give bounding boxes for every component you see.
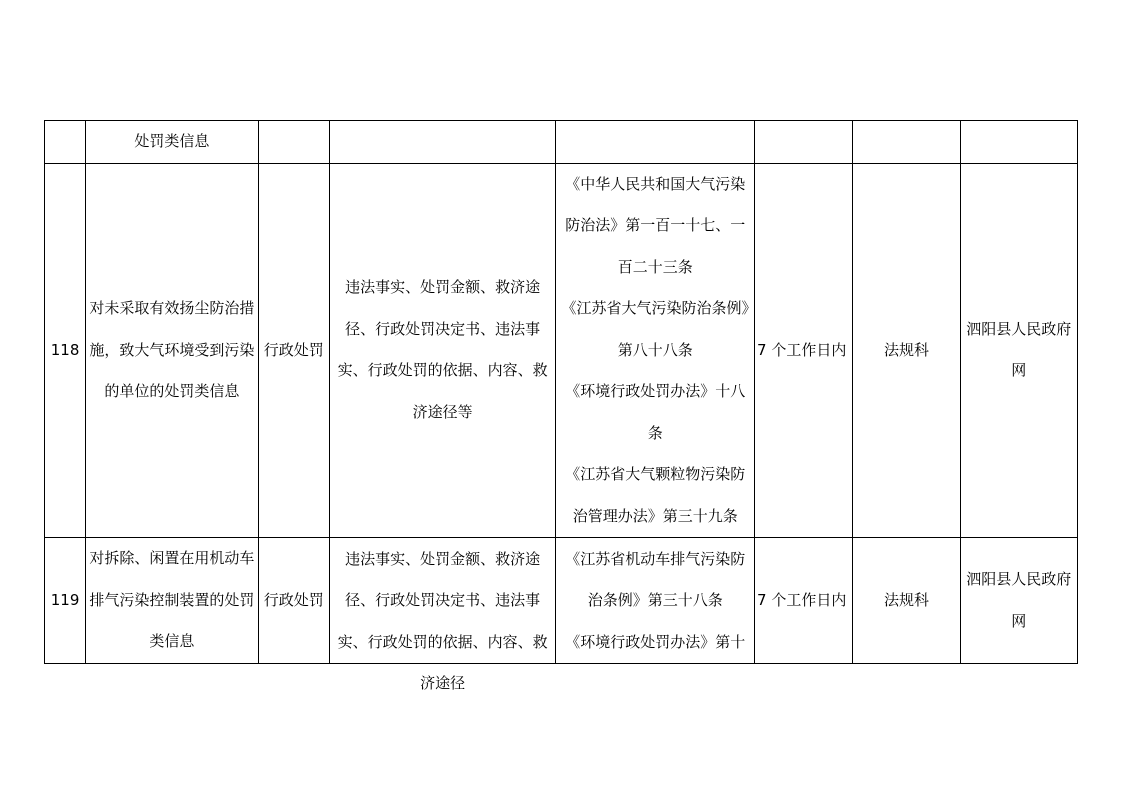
- cell-item: 处罚类信息: [86, 121, 259, 164]
- cell-basis: [556, 121, 755, 164]
- cell-basis: [556, 163, 755, 538]
- cell-category: 行政处罚: [258, 538, 329, 664]
- cell-category: 行政处罚: [258, 163, 329, 538]
- table-row: [45, 538, 1078, 664]
- cell-category: [258, 121, 329, 164]
- cell-basis: [556, 538, 755, 664]
- law-reference: 《环境行政处罚办法》十八条: [565, 382, 746, 442]
- law-reference: 《江苏省机动车排气污染防治条例》第三十八条: [565, 549, 746, 609]
- law-reference: 《江苏省大气污染防治条例》第八十八条: [561, 299, 749, 359]
- cell-content: 违法事实、处罚金额、救济途径、行政处罚决定书、违法事实、行政处罚的依据、内容、救济途径等: [329, 163, 556, 538]
- law-reference: 《江苏省大气颗粒物污染防治管理办法》第三十九条: [565, 465, 746, 525]
- cell-department: 法规科: [853, 538, 960, 664]
- content-text: 违法事实、处罚金额、救济途径、行政处罚决定书、违法事实、行政处罚的依据、内容、救济途径: [337, 549, 548, 692]
- law-reference: 《环境行政处罚办法》第十: [565, 632, 746, 651]
- law-reference: 《中华人民共和国大气污染防治法》第一百一十七、一百二十三条: [565, 174, 746, 276]
- cell-channel: 泗阳县人民政府网: [960, 538, 1077, 664]
- basis-list: [558, 539, 752, 663]
- cell-channel: [960, 121, 1077, 164]
- cell-department: [853, 121, 960, 164]
- cell-no: [45, 121, 86, 164]
- cell-time-limit: [755, 121, 853, 164]
- cell-content: [329, 538, 556, 692]
- cell-no: 118: [45, 163, 86, 538]
- cell-time-limit: 7 个工作日内: [755, 538, 853, 664]
- cell-item: 对未采取有效扬尘防治措施，致大气环境受到污染的单位的处罚类信息: [86, 163, 259, 538]
- cell-time-limit: 7 个工作日内: [755, 163, 853, 538]
- cell-item: 对拆除、闲置在用机动车排气污染控制装置的处罚类信息: [86, 538, 259, 664]
- disclosure-table: [44, 120, 1078, 692]
- cell-channel: 泗阳县人民政府网: [960, 163, 1077, 538]
- table-row: [45, 163, 1078, 538]
- cell-department: 法规科: [853, 163, 960, 538]
- cell-content: [329, 121, 556, 164]
- cell-no: 119: [45, 538, 86, 664]
- table-row: [45, 121, 1078, 164]
